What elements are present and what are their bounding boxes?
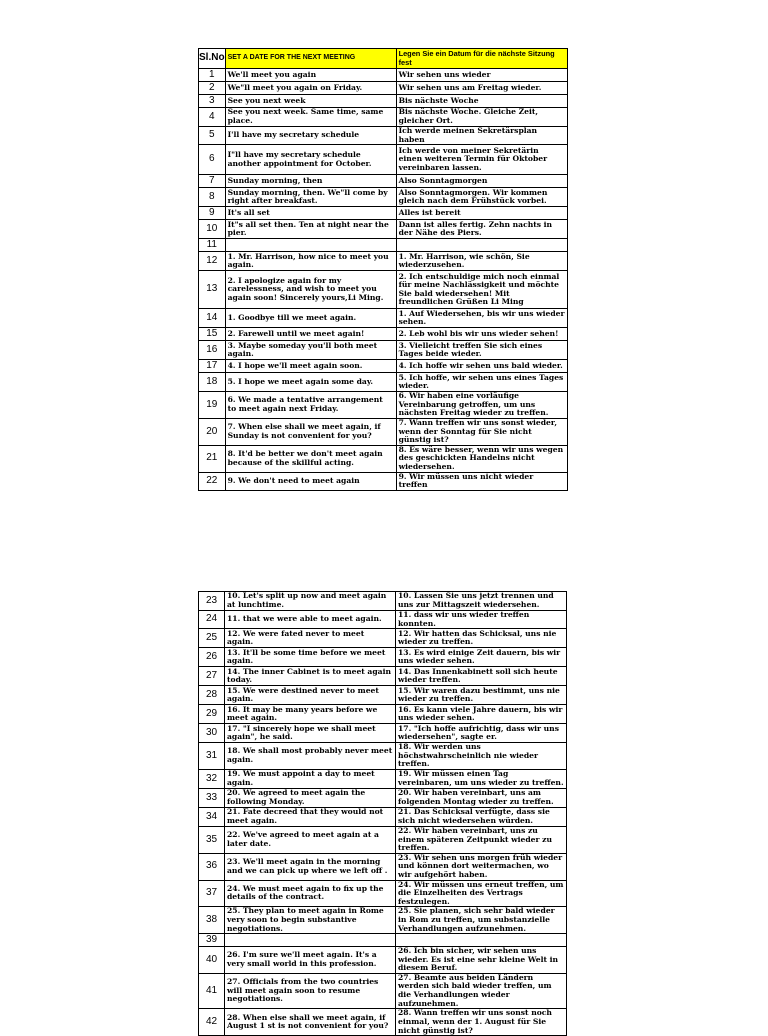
table-row xyxy=(199,686,567,705)
english-phrase-cell: 8. It'd be better we don't meet again because of the skillful acting. xyxy=(225,445,396,472)
table-row xyxy=(199,743,567,770)
english-header: SET A DATE FOR THE NEXT MEETING xyxy=(225,49,396,69)
english-phrase-cell: 3. Maybe someday you'll both meet again. xyxy=(225,341,396,360)
english-phrase-cell: 17. "I sincerely hope we shall meet again", he said. xyxy=(225,724,396,743)
german-phrase-cell: 3. Vielleicht treffen Sie sich eines Tages beide wieder. xyxy=(396,341,567,360)
english-phrase-cell: Sunday morning, then. We"ll come by right after breakfast. xyxy=(225,188,396,207)
sl-no-cell: 2 xyxy=(199,82,226,95)
table-row xyxy=(199,69,568,82)
english-phrase-cell: 13. It'll be some time before we meet again. xyxy=(225,648,396,667)
english-phrase-cell: We'll meet you again xyxy=(225,69,396,82)
english-phrase-cell: See you next week. Same time, same place. xyxy=(225,108,396,127)
german-phrase-cell: Bis nächste Woche xyxy=(396,95,567,108)
german-phrase-cell: Alles ist bereit xyxy=(396,207,567,220)
sl-no-cell: 37 xyxy=(199,880,225,907)
english-phrase-cell: 27. Officials from the two countries will meet again soon to resume negotiations. xyxy=(225,973,396,1008)
english-phrase-cell: 25. They plan to meet again in Rome very soon to begin substantive negotiations. xyxy=(225,907,396,934)
table-row xyxy=(199,271,568,309)
english-phrase-cell: 22. We've agreed to meet again at a later date. xyxy=(225,826,396,853)
german-phrase-cell: 11. dass wir uns wieder treffen konnten. xyxy=(396,611,567,629)
sl-no-cell: 33 xyxy=(199,788,225,807)
english-phrase-cell: 15. We were destined never to meet again. xyxy=(225,686,396,705)
english-phrase-cell: It"s all set then. Ten at night near the pier. xyxy=(225,220,396,239)
table-row xyxy=(199,108,568,127)
table-row xyxy=(199,1009,567,1036)
sl-no-cell: 17 xyxy=(199,360,226,373)
sl-no-cell: 11 xyxy=(199,239,226,252)
table-row xyxy=(199,934,567,947)
table-row xyxy=(199,82,568,95)
english-phrase-cell: 6. We made a tentative arrangement to meet again next Friday. xyxy=(225,392,396,419)
table-row xyxy=(199,145,568,175)
english-phrase-cell: 16. It may be many years before we meet again. xyxy=(225,705,396,724)
english-phrase-cell: 12. We were fated never to meet again. xyxy=(225,629,396,648)
table-row xyxy=(199,373,568,392)
sl-no-cell: 20 xyxy=(199,418,226,445)
sl-no-cell: 24 xyxy=(199,611,225,629)
sl-no-cell: 25 xyxy=(199,629,225,648)
table-row xyxy=(199,826,567,853)
sl-no-cell: 8 xyxy=(199,188,226,207)
table-row xyxy=(199,175,568,188)
german-phrase-cell: Also Sonntagmorgen xyxy=(396,175,567,188)
table-row xyxy=(199,724,567,743)
german-phrase-cell: 22. Wir haben vereinbart, uns zu einem späteren Zeitpunkt wieder zu treffen. xyxy=(396,826,567,853)
english-phrase-cell: 2. I apologize again for my carelessness, and wish to meet you again soon! Sincerely yours,Li Ming. xyxy=(225,271,396,309)
german-phrase-cell: 17. "Ich hoffe aufrichtig, dass wir uns wiedersehen", sagte er. xyxy=(396,724,567,743)
german-phrase-cell: 18. Wir werden uns höchstwahrscheinlich nie wieder treffen. xyxy=(396,743,567,770)
german-phrase-cell: 21. Das Schicksal verfügte, dass sie sich nicht wiedersehen würden. xyxy=(396,807,567,826)
german-phrase-cell: 12. Wir hatten das Schicksal, uns nie wieder zu treffen. xyxy=(396,629,567,648)
table-row xyxy=(199,769,567,788)
table-row xyxy=(199,853,567,880)
german-phrase-cell xyxy=(396,239,567,252)
sl-no-cell: 38 xyxy=(199,907,225,934)
table-row xyxy=(199,328,568,341)
table-row xyxy=(199,127,568,145)
table-row xyxy=(199,392,568,419)
german-phrase-cell: 4. Ich hoffe wir sehen uns bald wieder. xyxy=(396,360,567,373)
german-phrase-cell: 13. Es wird einige Zeit dauern, bis wir uns wieder sehen. xyxy=(396,648,567,667)
english-phrase-cell: 20. We agreed to meet again the following Monday. xyxy=(225,788,396,807)
sl-no-cell: 21 xyxy=(199,445,226,472)
sl-no-cell: 26 xyxy=(199,648,225,667)
german-phrase-cell: Ich werde von meiner Sekretärin einen weiteren Termin für Oktober vereinbaren lassen. xyxy=(396,145,567,175)
table-row xyxy=(199,445,568,472)
german-phrase-cell: 1. Mr. Harrison, wie schön, Sie wiederzusehen. xyxy=(396,252,567,271)
sl-no-cell: 28 xyxy=(199,686,225,705)
sl-no-cell: 34 xyxy=(199,807,225,826)
english-phrase-cell: 4. I hope we'll meet again soon. xyxy=(225,360,396,373)
german-phrase-cell: Wir sehen uns wieder xyxy=(396,69,567,82)
table-row xyxy=(199,629,567,648)
sl-no-cell: 4 xyxy=(199,108,226,127)
table-row xyxy=(199,207,568,220)
table-row xyxy=(199,239,568,252)
english-phrase-cell: 1. Goodbye till we meet again. xyxy=(225,309,396,328)
table-row xyxy=(199,188,568,207)
table-header-row xyxy=(199,49,568,69)
table-row xyxy=(199,360,568,373)
sl-no-cell: 32 xyxy=(199,769,225,788)
german-phrase-cell: 19. Wir müssen einen Tag vereinbaren, um uns wieder zu treffen. xyxy=(396,769,567,788)
sl-no-cell: 29 xyxy=(199,705,225,724)
german-phrase-cell: 2. Ich entschuldige mich noch einmal für meine Nachlässigkeit und möchte Sie bald wiedersehen! Mit freundlichen Grüßen Li Ming xyxy=(396,271,567,309)
english-phrase-cell: 2. Farewell until we meet again! xyxy=(225,328,396,341)
german-phrase-cell: 7. Wann treffen wir uns sonst wieder, wenn der Sonntag für Sie nicht günstig ist? xyxy=(396,418,567,445)
sl-no-cell: 35 xyxy=(199,826,225,853)
table-row xyxy=(199,418,568,445)
sl-no-cell: 31 xyxy=(199,743,225,770)
table-row xyxy=(199,907,567,934)
table-row xyxy=(199,472,568,490)
german-phrase-cell xyxy=(396,934,567,947)
german-phrase-cell: Also Sonntagmorgen. Wir kommen gleich nach dem Frühstück vorbei. xyxy=(396,188,567,207)
english-phrase-cell: 21. Fate decreed that they would not meet again. xyxy=(225,807,396,826)
sl-no-cell: 6 xyxy=(199,145,226,175)
table-row xyxy=(199,252,568,271)
german-phrase-cell: Wir sehen uns am Freitag wieder. xyxy=(396,82,567,95)
english-phrase-cell: It's all set xyxy=(225,207,396,220)
german-phrase-cell: 2. Leb wohl bis wir uns wieder sehen! xyxy=(396,328,567,341)
table-row xyxy=(199,947,567,974)
english-phrase-cell: I'll have my secretary schedule xyxy=(225,127,396,145)
english-phrase-cell: 10. Let's split up now and meet again at lunchtime. xyxy=(225,592,396,611)
german-phrase-cell: 27. Beamte aus beiden Ländern werden sich bald wieder treffen, um die Verhandlungen wieder aufzunehmen. xyxy=(396,973,567,1008)
sl-no-cell: 39 xyxy=(199,934,225,947)
sl-no-cell: 3 xyxy=(199,95,226,108)
sl-no-cell: 22 xyxy=(199,472,226,490)
german-phrase-cell: 10. Lassen Sie uns jetzt trennen und uns zur Mittagszeit wiedersehen. xyxy=(396,592,567,611)
german-phrase-cell: Bis nächste Woche. Gleiche Zeit, gleicher Ort. xyxy=(396,108,567,127)
german-phrase-cell: Ich werde meinen Sekretärsplan haben xyxy=(396,127,567,145)
german-phrase-cell: 15. Wir waren dazu bestimmt, uns nie wieder zu treffen. xyxy=(396,686,567,705)
sl-no-header: Sl.No xyxy=(199,49,226,69)
table-row xyxy=(199,592,567,611)
sl-no-cell: 7 xyxy=(199,175,226,188)
sl-no-cell: 41 xyxy=(199,973,225,1008)
german-phrase-cell: 5. Ich hoffe, wir sehen uns eines Tages wieder. xyxy=(396,373,567,392)
sl-no-cell: 23 xyxy=(199,592,225,611)
sl-no-cell: 40 xyxy=(199,947,225,974)
english-phrase-cell: See you next week xyxy=(225,95,396,108)
german-phrase-cell: 8. Es wäre besser, wenn wir uns wegen des geschickten Handelns nicht wiedersehen. xyxy=(396,445,567,472)
table-row xyxy=(199,341,568,360)
sl-no-cell: 18 xyxy=(199,373,226,392)
sl-no-cell: 10 xyxy=(199,220,226,239)
german-phrase-cell: 6. Wir haben eine vorläufige Vereinbarung getroffen, um uns nächsten Freitag wieder zu treffen. xyxy=(396,392,567,419)
german-phrase-cell: 16. Es kann viele Jahre dauern, bis wir uns wieder sehen. xyxy=(396,705,567,724)
table-row xyxy=(199,220,568,239)
english-phrase-cell: 26. I'm sure we'll meet again. It's a very small world in this profession. xyxy=(225,947,396,974)
english-phrase-cell: 1. Mr. Harrison, how nice to meet you again. xyxy=(225,252,396,271)
sl-no-cell: 12 xyxy=(199,252,226,271)
table-row xyxy=(199,611,567,629)
table-row xyxy=(199,807,567,826)
german-phrase-cell: 14. Das Innenkabinett soll sich heute wieder treffen. xyxy=(396,667,567,686)
german-phrase-cell: 23. Wir sehen uns morgen früh wieder und können dort weitermachen, wo wir aufgehört haben. xyxy=(396,853,567,880)
table-row xyxy=(199,788,567,807)
sl-no-cell: 1 xyxy=(199,69,226,82)
german-phrase-cell: 26. Ich bin sicher, wir sehen uns wieder. Es ist eine sehr kleine Welt in diesem Beruf. xyxy=(396,947,567,974)
english-phrase-cell: 14. The inner Cabinet is to meet again today. xyxy=(225,667,396,686)
english-phrase-cell xyxy=(225,934,396,947)
english-phrase-cell: I"ll have my secretary schedule another appointment for October. xyxy=(225,145,396,175)
sl-no-cell: 42 xyxy=(199,1009,225,1036)
sl-no-cell: 19 xyxy=(199,392,226,419)
english-phrase-cell: 28. When else shall we meet again, if August 1 st is not convenient for you? xyxy=(225,1009,396,1036)
english-phrase-cell: 11. that we were able to meet again. xyxy=(225,611,396,629)
table-row xyxy=(199,667,567,686)
sl-no-cell: 14 xyxy=(199,309,226,328)
english-phrase-cell: 18. We shall most probably never meet again. xyxy=(225,743,396,770)
german-phrase-cell: Dann ist alles fertig. Zehn nachts in der Nähe des Piers. xyxy=(396,220,567,239)
sl-no-cell: 30 xyxy=(199,724,225,743)
english-phrase-cell: 23. We'll meet again in the morning and we can pick up where we left off . xyxy=(225,853,396,880)
english-phrase-cell: We"ll meet you again on Friday. xyxy=(225,82,396,95)
german-phrase-cell: 1. Auf Wiedersehen, bis wir uns wieder sehen. xyxy=(396,309,567,328)
table-row xyxy=(199,705,567,724)
english-phrase-cell: 19. We must appoint a day to meet again. xyxy=(225,769,396,788)
german-phrase-cell: 28. Wann treffen wir uns sonst noch einmal, wenn der 1. August für Sie nicht günstig ist? xyxy=(396,1009,567,1036)
sl-no-cell: 13 xyxy=(199,271,226,309)
english-phrase-cell: 24. We must meet again to fix up the details of the contract. xyxy=(225,880,396,907)
english-phrase-cell: 7. When else shall we meet again, if Sunday is not convenient for you? xyxy=(225,418,396,445)
table-row xyxy=(199,95,568,108)
sl-no-cell: 16 xyxy=(199,341,226,360)
phrase-table-1 xyxy=(198,48,568,491)
english-phrase-cell xyxy=(225,239,396,252)
sl-no-cell: 9 xyxy=(199,207,226,220)
sl-no-cell: 36 xyxy=(199,853,225,880)
english-phrase-cell: 5. I hope we meet again some day. xyxy=(225,373,396,392)
sl-no-cell: 27 xyxy=(199,667,225,686)
phrase-table-2 xyxy=(198,591,567,1036)
german-phrase-cell: 24. Wir müssen uns erneut treffen, um die Einzelheiten des Vertrags festzulegen. xyxy=(396,880,567,907)
table-row xyxy=(199,309,568,328)
german-header: Legen Sie ein Datum für die nächste Sitzung fest xyxy=(396,49,567,69)
sl-no-cell: 15 xyxy=(199,328,226,341)
german-phrase-cell: 25. Sie planen, sich sehr bald wieder in Rom zu treffen, um substanzielle Verhandlungen aufzunehmen. xyxy=(396,907,567,934)
english-phrase-cell: Sunday morning, then xyxy=(225,175,396,188)
german-phrase-cell: 20. Wir haben vereinbart, uns am folgenden Montag wieder zu treffen. xyxy=(396,788,567,807)
english-phrase-cell: 9. We don't need to meet again xyxy=(225,472,396,490)
sl-no-cell: 5 xyxy=(199,127,226,145)
german-phrase-cell: 9. Wir müssen uns nicht wieder treffen xyxy=(396,472,567,490)
table-row xyxy=(199,973,567,1008)
table-row xyxy=(199,648,567,667)
table-row xyxy=(199,880,567,907)
